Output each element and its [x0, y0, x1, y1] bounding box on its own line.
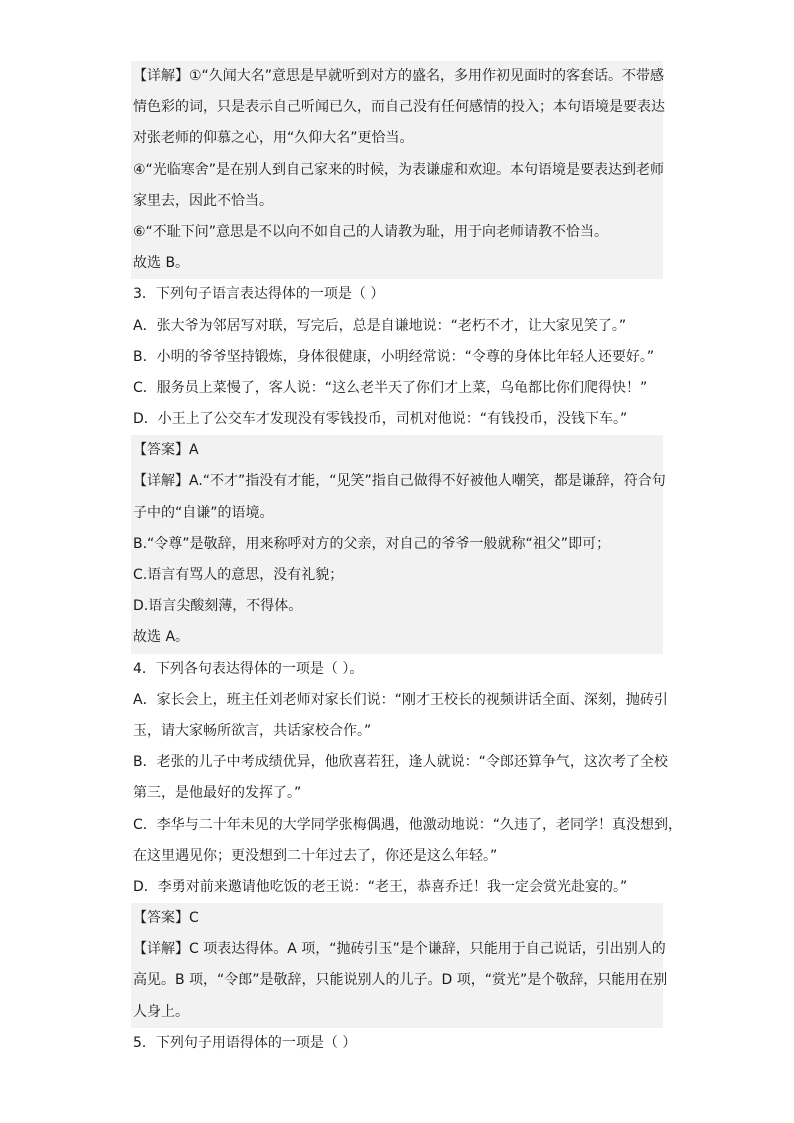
- text-line: 家里去，因此不恰当。: [131, 186, 663, 217]
- explanation-line: 子中的“自谦”的语境。: [131, 498, 663, 529]
- question-3: [131, 279, 666, 653]
- answer-line: 【答案】C: [131, 903, 663, 934]
- option-b-cont: 第三，是他最好的发挥了。”: [133, 785, 302, 802]
- option-c-cont: 在这里遇见你；更没想到二十年过去了，你还是这么年轻。”: [133, 847, 498, 864]
- question-stem: 4．下列各句表达得体的一项是（ ）。: [133, 660, 364, 677]
- text-line: ⑥“不耻下问”意思是不以向不如自己的人请教为耻，用于向老师请教不恰当。: [131, 217, 663, 248]
- explanation-line: B.“令尊”是敬辞，用来称呼对方的父亲，对自己的爷爷一般就称“祖父”即可；: [131, 529, 663, 560]
- question-5: [131, 1028, 663, 1059]
- document-page: [131, 61, 683, 1059]
- explanation-line: C.语言有骂人的意思，没有礼貌；: [131, 560, 663, 591]
- option-a: A．家长会上，班主任刘老师对家长们说：“刚才王校长的视频讲话全面、深刻，抛砖引: [133, 691, 668, 708]
- text-line: 情色彩的词，只是表示自己听闻已久，而自己没有任何感情的投入；本句语境是要表达: [131, 92, 663, 123]
- option-d: D．小王上了公交车才发现没有零钱投币，司机对他说：“有钱投币，没钱下车。”: [133, 411, 628, 428]
- text-line: ④“光临寒舍”是在别人到自己家来的时候，为表谦虚和欢迎。本句语境是要表达到老师: [131, 155, 663, 186]
- explanation-line: 【详解】C 项表达得体。A 项，“抛砖引玉”是个谦辞，只能用于自己说话，引出别人的: [131, 934, 663, 965]
- explanation-line: D.语言尖酸刻薄，不得体。: [131, 591, 663, 622]
- explanation-line: 故选 A。: [131, 622, 663, 653]
- text-line: 对张老师的仰慕之心，用“久仰大名”更恰当。: [131, 123, 663, 154]
- option-d: D．李勇对前来邀请他吃饭的老王说：“老王，恭喜乔迁！我一定会赏光赴宴的。”: [133, 878, 628, 895]
- question-4: [131, 654, 683, 1028]
- option-c: C．服务员上菜慢了，客人说：“这么老半天了你们才上菜，乌龟都比你们爬得快！”: [133, 379, 648, 396]
- option-c: C．李华与二十年未见的大学同学张梅偶遇，他激动地说：“久违了，老同学！真没想到，: [133, 816, 683, 833]
- option-a: A．张大爷为邻居写对联，写完后，总是自谦地说：“老朽不才，让大家见笑了。”: [133, 317, 627, 334]
- answer-line: 【答案】A: [131, 435, 663, 466]
- question-stem: 3．下列句子语言表达得体的一项是（ ）: [133, 286, 385, 303]
- option-b: B．老张的儿子中考成绩优异，他欣喜若狂，逢人就说：“令郎还算争气，这次考了全校: [133, 754, 668, 771]
- option-a-cont: 玉，请大家畅所欲言，共话家校合作。”: [133, 722, 372, 739]
- text-line: 【详解】①“久闻大名”意思是早就听到对方的盛名，多用作初见面时的客套话。不带感: [131, 61, 663, 92]
- explanation-line: 【详解】A.“不才”指没有才能，“见笑”指自己做得不好被他人嘲笑，都是谦辞，符合句: [131, 466, 663, 497]
- explanation-line: 高见。B 项，“令郎”是敬辞，只能说别人的儿子。D 项，“赏光”是个敬辞，只能用在别: [131, 965, 663, 996]
- explanation-line: 人身上。: [131, 997, 663, 1028]
- text-line: 故选 B。: [131, 248, 663, 279]
- option-b: B．小明的爷爷坚持锻炼，身体很健康，小明经常说：“令尊的身体比年轻人还要好。”: [133, 348, 655, 365]
- question-stem: 5．下列句子用语得体的一项是（ ）: [133, 1034, 357, 1051]
- explanation-block-q2: [131, 61, 663, 279]
